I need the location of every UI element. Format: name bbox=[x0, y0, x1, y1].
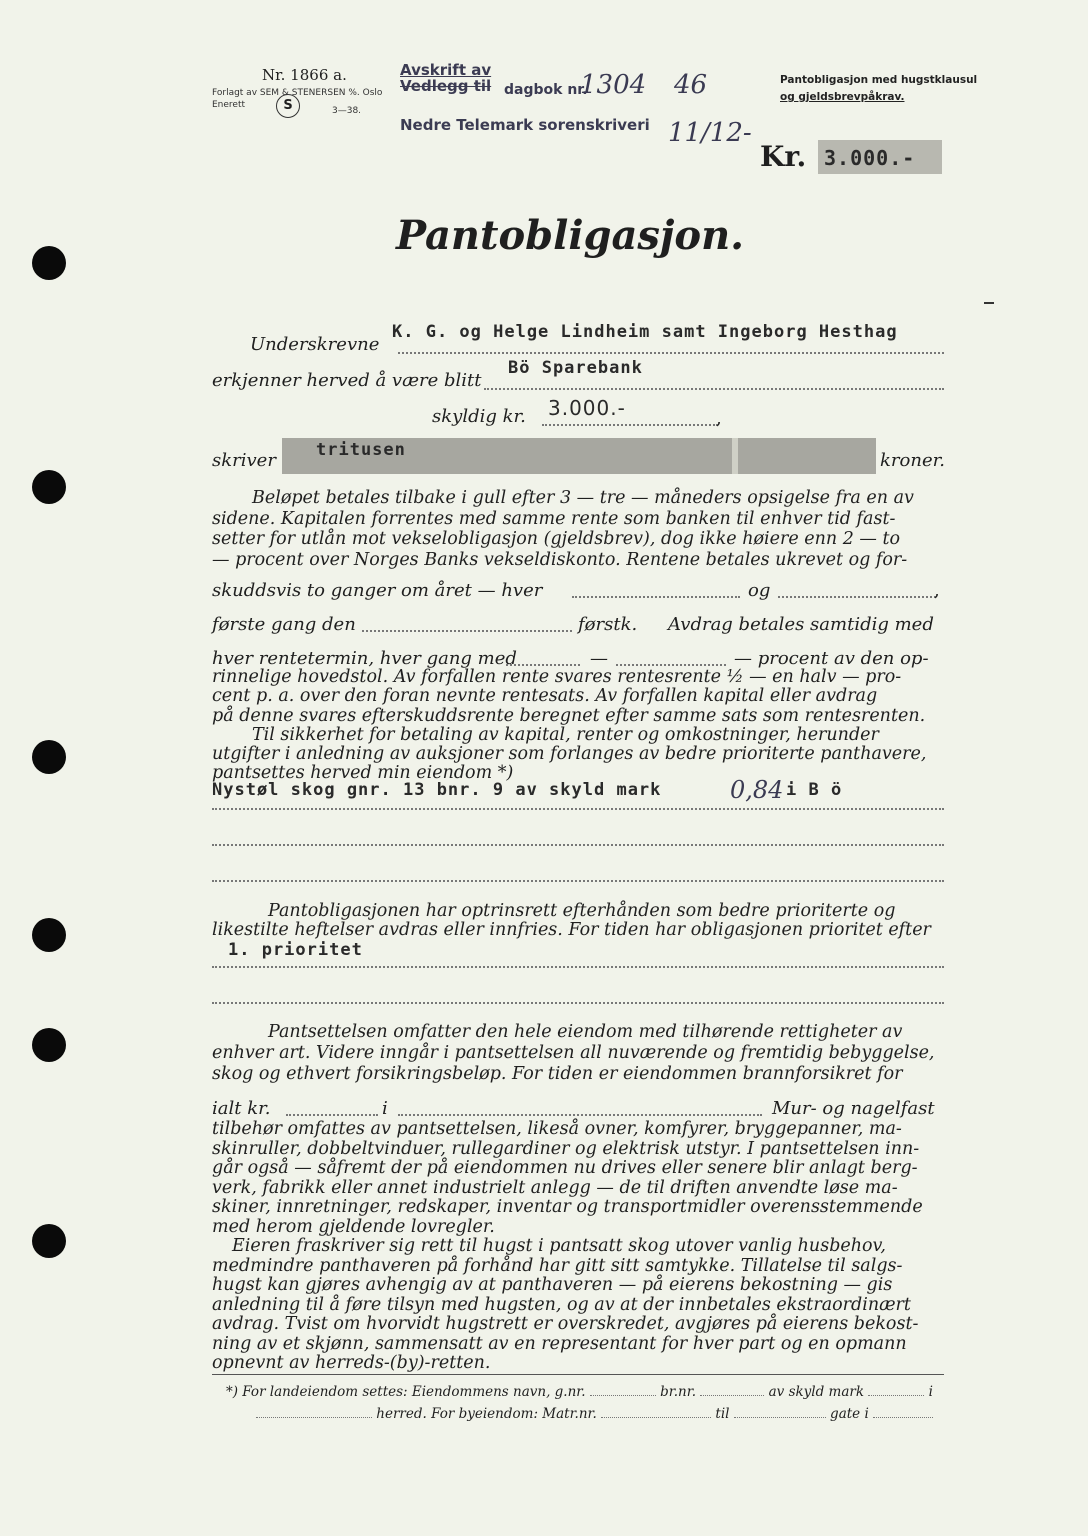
paragraph-line: Pantsettelsen omfatter den hele eiendom med tilhørende rettigheter av bbox=[268, 1022, 903, 1042]
paragraph-line: verk, fabrikk eller annet industrielt anlegg — de til driften anvendte løse ma- bbox=[212, 1177, 898, 1198]
writes-value: tritusen bbox=[316, 440, 406, 460]
interest-line2-a: første gang den bbox=[212, 614, 356, 635]
priority-line-b bbox=[212, 1002, 944, 1004]
footnote-text: gate i bbox=[830, 1406, 869, 1422]
footnote-text: i bbox=[928, 1384, 933, 1400]
paragraph-line: ning av et skjønn, sammensatt av en representant for hver part og en opmann bbox=[212, 1333, 907, 1354]
amount-prefix: Kr. bbox=[760, 140, 807, 173]
interest-line1-b: og bbox=[748, 580, 771, 601]
interest-line1-a: skuddsvis to ganger om året — hver bbox=[212, 580, 543, 601]
paragraph-line: avdrag. Tvist om hvorvidt hugstrett er overskredet, avgjøres på eierens bekost- bbox=[212, 1314, 919, 1334]
priority-line-a bbox=[212, 966, 944, 968]
footnote-text: *) For landeiendom settes: Eiendommens navn, g.nr. bbox=[226, 1384, 586, 1400]
paragraph-line: opnevnt av herreds-(by)-retten. bbox=[212, 1353, 491, 1373]
insurance-dots-1 bbox=[286, 1114, 378, 1116]
priority-value: 1. prioritet bbox=[228, 940, 363, 960]
title-dash bbox=[984, 302, 994, 304]
interest-line2-c: Avdrag betales samtidig med bbox=[668, 614, 934, 635]
interest-line3-dots bbox=[506, 664, 580, 666]
undersigned-value: K. G. og Helge Lindheim samt Ingeborg Hesthag bbox=[392, 322, 898, 342]
paragraph-line: Beløpet betales tilbake i gull efter 3 — tre — måneders opsigelse fra en av bbox=[252, 488, 914, 508]
paragraph-scope bbox=[212, 1022, 944, 1084]
punch-hole bbox=[32, 1028, 66, 1062]
property-tail: i B ö bbox=[786, 780, 843, 800]
interest-line1-comma: , bbox=[934, 580, 940, 601]
paragraph-line: medmindre panthaveren på forhånd har gitt sitt samtykke. Tillatelse til salgs- bbox=[212, 1255, 903, 1276]
interest-line2-dots bbox=[362, 630, 572, 632]
stamp-avskrift bbox=[400, 62, 491, 94]
debt-comma: , bbox=[716, 408, 722, 429]
interest-line3-dots2 bbox=[616, 664, 726, 666]
undersigned-label: Underskrevne bbox=[250, 334, 380, 355]
handwritten-dagbok-number: 1304 bbox=[580, 70, 647, 100]
property-value: Nystøl skog gnr. 13 bnr. 9 av skyld mark bbox=[212, 780, 662, 800]
interest-line1-dots2 bbox=[778, 596, 936, 598]
punch-hole bbox=[32, 1224, 66, 1258]
publisher-enerett: Enerett bbox=[212, 100, 246, 110]
insurance-c: Mur- og nagelfast bbox=[772, 1098, 935, 1119]
footnote-line-1 bbox=[226, 1384, 946, 1400]
priority-line-2: likestilte heftelser avdras eller innfries. For tiden har obligasjonen prioritet efter bbox=[212, 920, 931, 941]
undersigned-line bbox=[398, 352, 944, 354]
footnote-text: av skyld mark bbox=[768, 1384, 865, 1400]
paragraph-line: skiner, innretninger, redskaper, inventar og transportmidler overensstemmende bbox=[212, 1197, 923, 1217]
amount-value: 3.000.- bbox=[824, 146, 916, 170]
property-line-3 bbox=[212, 880, 944, 882]
footnote-text: br.nr. bbox=[660, 1384, 697, 1400]
interest-line2-b: førstk. bbox=[578, 614, 638, 635]
insurance-a: ialt kr. bbox=[212, 1098, 271, 1119]
debt-value: 3.000.- bbox=[548, 396, 626, 420]
footnote-text: For byeiendom: Matr.nr. bbox=[431, 1406, 597, 1422]
punch-hole bbox=[32, 918, 66, 952]
form-type-line-1: Pantobligasjon med hugstklausul bbox=[780, 74, 978, 86]
insurance-dots-2 bbox=[398, 1114, 762, 1116]
paragraph-line: setter for utlån mot vekselobligasjon (gjeldsbrev), dog ikke høiere enn 2 — to bbox=[212, 529, 901, 549]
paragraph-line: pantsettes herved min eiendom *) bbox=[212, 763, 514, 784]
debt-line bbox=[542, 424, 718, 426]
stamp-vedlegg-text: Vedlegg til bbox=[400, 77, 492, 95]
publisher-line-2 bbox=[212, 100, 245, 110]
creditor-line bbox=[484, 388, 944, 390]
paragraph-line: med herom gjeldende lovregler. bbox=[212, 1216, 495, 1237]
paragraph-line: Eieren fraskriver sig rett til hugst i pantsatt skog utover vanlig husbehov, bbox=[232, 1236, 886, 1256]
publisher-logo-icon: S bbox=[276, 94, 300, 118]
paragraph-line: cent p. a. over den foran nevnte rentesats. Av forfallen kapital eller avdrag bbox=[212, 686, 878, 707]
interest-line3-c: — procent av den op- bbox=[734, 648, 929, 669]
paragraph-repayment bbox=[212, 488, 944, 570]
insurance-b: i bbox=[382, 1098, 388, 1119]
currency-label: kroner. bbox=[880, 450, 945, 471]
interest-line1-dots bbox=[572, 596, 740, 598]
debt-label: skyldig kr. bbox=[432, 406, 526, 427]
paragraph-line: på denne svares efterskuddsrente beregnet efter samme sats som rentesrenten. bbox=[212, 705, 926, 726]
paragraph-line: skinruller, dobbeltvinduer, rullegardiner og elektrisk utstyr. I pantsettelsen inn- bbox=[212, 1138, 920, 1159]
paragraph-line: hugst kan gjøres avhengig av at panthaveren — på eierens bekostning — gis bbox=[212, 1275, 893, 1295]
punch-hole bbox=[32, 740, 66, 774]
stamp-sorenskriveri: Nedre Telemark sorenskriveri bbox=[400, 116, 650, 134]
handwritten-year: 46 bbox=[674, 70, 708, 100]
paragraph-line: — procent over Norges Banks vekseldiskonto. Rentene betales ukrevet og for- bbox=[212, 549, 908, 570]
publisher-line bbox=[212, 88, 382, 98]
paragraph-line: rinnelige hovedstol. Av forfallen rente svares rentesrente ½ — en halv — pro- bbox=[212, 667, 902, 687]
stamp-avskrift-text: Avskrift av bbox=[400, 61, 492, 79]
writes-label: skriver bbox=[212, 450, 276, 471]
paragraph-interest bbox=[212, 668, 944, 784]
property-handwritten-mark: 0,84 bbox=[730, 776, 784, 804]
publisher-date: 3—38. bbox=[332, 106, 362, 116]
paragraph-line: enhver art. Videre inngår i pantsettelsen all nuværende og fremtidig bebyggelse, bbox=[212, 1042, 935, 1063]
footnote-text: til bbox=[715, 1406, 730, 1422]
creditor-label: erkjenner herved å være blitt bbox=[212, 370, 482, 391]
paragraph-line: utgifter i anledning av auksjoner som forlanges av bedre prioriterte panthavere, bbox=[212, 744, 927, 765]
paragraph-line: sidene. Kapitalen forrentes med samme rente som banken til enhver tid fast- bbox=[212, 508, 896, 529]
writes-band-gap bbox=[732, 438, 738, 474]
interest-line3-a: hver rentetermin, hver gang med bbox=[212, 648, 517, 669]
punch-hole bbox=[32, 246, 66, 280]
priority-paragraph bbox=[212, 902, 948, 941]
footnote-text: herred. bbox=[376, 1406, 427, 1422]
footnote-line-2 bbox=[256, 1406, 946, 1422]
handwritten-date: 11/12- bbox=[668, 118, 752, 148]
paragraph-line: tilbehør omfattes av pantsettelsen, likeså ovner, komfyrer, bryggepanner, ma- bbox=[212, 1119, 902, 1139]
property-line-2 bbox=[212, 844, 944, 846]
property-line-1 bbox=[212, 808, 944, 810]
paragraph-line: Til sikkerhet for betaling av kapital, renter og omkostninger, herunder bbox=[252, 724, 879, 745]
creditor-value: Bö Sparebank bbox=[508, 358, 643, 378]
footnote-rule bbox=[212, 1374, 944, 1375]
punch-hole bbox=[32, 470, 66, 504]
paragraph-line: går også — såfremt der på eiendommen nu drives eller senere blir anlagt berg- bbox=[212, 1158, 918, 1178]
paragraph-accessories bbox=[212, 1120, 944, 1374]
form-number: Nr. 1866 a. bbox=[262, 66, 347, 84]
publisher-name: Forlagt av SEM & STENERSEN %. Oslo bbox=[212, 88, 383, 98]
form-type-line-2: og gjeldsbrevpåkrav. bbox=[780, 91, 905, 103]
stamp-dagbok: dagbok nr. bbox=[504, 82, 588, 98]
priority-line-1: Pantobligasjonen har optrinsrett efterhånden som bedre prioriterte og bbox=[268, 901, 896, 921]
interest-line3-b: — bbox=[590, 648, 608, 669]
paragraph-line: skog og ethvert forsikringsbeløp. For tiden er eiendommen brannforsikret for bbox=[212, 1063, 903, 1084]
form-type bbox=[780, 72, 977, 106]
page-title: Pantobligasjon. bbox=[396, 212, 745, 259]
paragraph-line: anledning til å føre tilsyn med hugsten, og av at der innbetales ekstraordinært bbox=[212, 1294, 911, 1315]
